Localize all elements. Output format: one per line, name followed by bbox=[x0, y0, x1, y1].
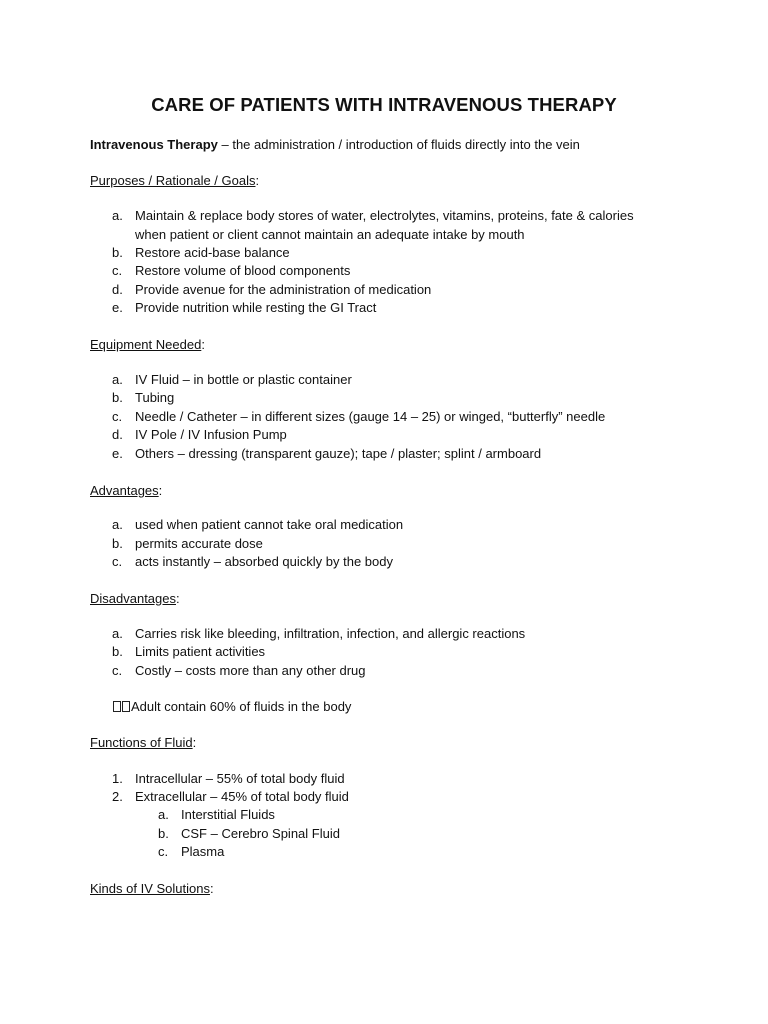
list-marker: b. bbox=[112, 390, 123, 405]
heading-colon: : bbox=[158, 483, 163, 498]
list-item-text: Provide avenue for the administration of medication bbox=[135, 282, 432, 297]
list-marker: b. bbox=[112, 245, 123, 260]
list-item-text: Intracellular – 55% of total body fluid bbox=[135, 771, 345, 786]
list-item-text: Extracellular – 45% of total body fluid bbox=[135, 789, 349, 804]
list-marker: a. bbox=[112, 517, 123, 532]
list-item-text: Carries risk like bleeding, infiltration, infection, and allergic reactions bbox=[135, 626, 526, 641]
list-marker: a. bbox=[112, 372, 123, 387]
heading-colon: : bbox=[209, 881, 214, 896]
list-item-text: Restore acid-base balance bbox=[135, 245, 290, 260]
heading-text: Kinds of IV Solutions bbox=[90, 881, 210, 896]
list-marker: b. bbox=[112, 644, 123, 659]
list-item-text: CSF – Cerebro Spinal Fluid bbox=[181, 826, 340, 841]
list-item-text: Maintain & replace body stores of water, electrolytes, vitamins, proteins, fate & calories bbox=[135, 208, 634, 223]
list-item-text: Restore volume of blood components bbox=[135, 263, 351, 278]
list-marker: c. bbox=[112, 554, 123, 569]
list-marker: c. bbox=[158, 844, 169, 859]
heading-colon: : bbox=[192, 735, 197, 750]
page-title: CARE OF PATIENTS WITH INTRAVENOUS THERAPY bbox=[151, 94, 617, 115]
list-item-text: Costly – costs more than any other drug bbox=[135, 663, 366, 678]
list-item-text: Needle / Catheter – in different sizes (gauge 14 – 25) or winged, “butterfly” needle bbox=[135, 409, 606, 424]
heading-text: Purposes / Rationale / Goals bbox=[90, 173, 256, 188]
definition-term: Intravenous Therapy bbox=[90, 137, 218, 152]
body-fluid-note bbox=[113, 698, 351, 716]
list-item-text: permits accurate dose bbox=[135, 536, 263, 551]
list-marker: d. bbox=[112, 427, 123, 442]
list-item-text: used when patient cannot take oral medication bbox=[135, 517, 404, 532]
list-marker: a. bbox=[112, 626, 123, 641]
list-marker: a. bbox=[112, 208, 123, 223]
list-marker: c. bbox=[112, 263, 123, 278]
definition-text: – the administration / introduction of fluids directly into the vein bbox=[217, 137, 580, 152]
list-marker: c. bbox=[112, 663, 123, 678]
section-heading-advantages bbox=[90, 482, 162, 500]
list-marker: d. bbox=[112, 282, 123, 297]
missing-glyph-icon bbox=[113, 701, 121, 712]
heading-text: Disadvantages bbox=[90, 591, 176, 606]
list-item-text: Provide nutrition while resting the GI Tract bbox=[135, 300, 377, 315]
heading-colon: : bbox=[176, 591, 180, 606]
heading-text: Functions of Fluid bbox=[90, 735, 193, 750]
list-item-text: Plasma bbox=[181, 844, 225, 859]
list-marker: b. bbox=[158, 826, 169, 841]
list-item-text: Tubing bbox=[135, 390, 175, 405]
section-heading-equipment bbox=[90, 336, 205, 354]
list-item-text: Interstitial Fluids bbox=[181, 807, 275, 822]
list-item-text: acts instantly – absorbed quickly by the body bbox=[135, 554, 393, 569]
list-marker: 1. bbox=[112, 771, 123, 786]
definition-line bbox=[90, 136, 580, 154]
section-heading-disadvantages bbox=[90, 590, 180, 608]
list-item-text: IV Pole / IV Infusion Pump bbox=[135, 427, 287, 442]
missing-glyph-icon bbox=[122, 701, 130, 712]
list-item-text: Others – dressing (transparent gauze); tape / plaster; splint / armboard bbox=[135, 446, 542, 461]
list-marker: 2. bbox=[112, 789, 123, 804]
list-item-text: IV Fluid – in bottle or plastic container bbox=[135, 372, 352, 387]
list-marker: c. bbox=[112, 409, 123, 424]
list-marker: e. bbox=[112, 300, 123, 315]
list-marker: b. bbox=[112, 536, 123, 551]
heading-colon: : bbox=[201, 337, 205, 352]
section-heading-purposes bbox=[90, 172, 259, 190]
section-heading-functions bbox=[90, 734, 196, 752]
list-item-text: Limits patient activities bbox=[135, 644, 266, 659]
note-text: Adult contain 60% of fluids in the body bbox=[131, 699, 352, 714]
heading-text: Advantages bbox=[90, 483, 159, 498]
heading-colon: : bbox=[255, 173, 260, 188]
list-marker: a. bbox=[158, 807, 169, 822]
list-item-text: when patient or client cannot maintain an adequate intake by mouth bbox=[135, 227, 525, 242]
heading-text: Equipment Needed bbox=[90, 337, 202, 352]
list-marker: e. bbox=[112, 446, 123, 461]
section-heading-kinds bbox=[90, 880, 214, 898]
